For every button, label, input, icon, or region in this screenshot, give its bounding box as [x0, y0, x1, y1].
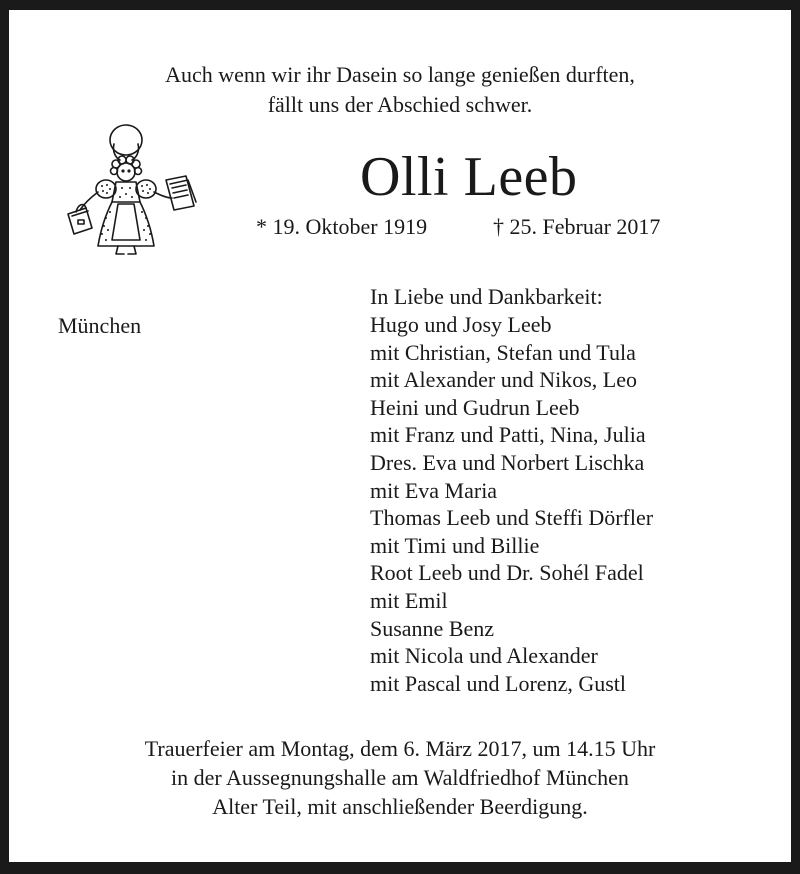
list-item: mit Franz und Patti, Nina, Julia [370, 422, 646, 448]
deceased-name: Olli Leeb [360, 146, 578, 208]
service-line-2: in der Aussegnungshalle am Waldfriedhof München [171, 765, 629, 790]
mourners-intro: In Liebe und Dankbarkeit: [370, 284, 603, 309]
motto-line-1: Auch wenn wir ihr Dasein so lange genießen durften, [165, 62, 635, 87]
list-item: mit Nicola und Alexander [370, 643, 598, 669]
service-line-3: Alter Teil, mit anschließender Beerdigung. [212, 794, 588, 819]
list-item: Heini und Gudrun Leeb [370, 394, 580, 420]
list-item: Dres. Eva und Norbert Lischka [370, 449, 645, 475]
list-item: Root Leeb und Dr. Sohél Fadel [370, 560, 644, 586]
mourners-list [370, 311, 653, 697]
list-item: mit Eva Maria [370, 477, 498, 503]
list-item: mit Timi und Billie [370, 532, 540, 558]
list-item: mit Christian, Stefan und Tula [370, 339, 636, 365]
list-item: Thomas Leeb und Steffi Dörfler [370, 505, 654, 531]
list-item: Hugo und Josy Leeb [370, 312, 552, 337]
birth-date: * 19. Oktober 1919 [256, 214, 428, 239]
woman-illustration-icon [54, 118, 204, 268]
death-date: † 25. Februar 2017 [493, 214, 661, 239]
list-item: Susanne Benz [370, 615, 495, 641]
list-item: mit Pascal und Lorenz, Gustl [370, 670, 627, 696]
service-details [0, 734, 800, 821]
service-line-1: Trauerfeier am Montag, dem 6. März 2017, um 14.15 Uhr [144, 736, 656, 761]
list-item: mit Alexander und Nikos, Leo [370, 367, 638, 393]
city: München [58, 313, 142, 338]
list-item: mit Emil [370, 587, 448, 613]
motto-line-2: fällt uns der Abschied schwer. [267, 92, 533, 117]
motto [0, 60, 800, 120]
